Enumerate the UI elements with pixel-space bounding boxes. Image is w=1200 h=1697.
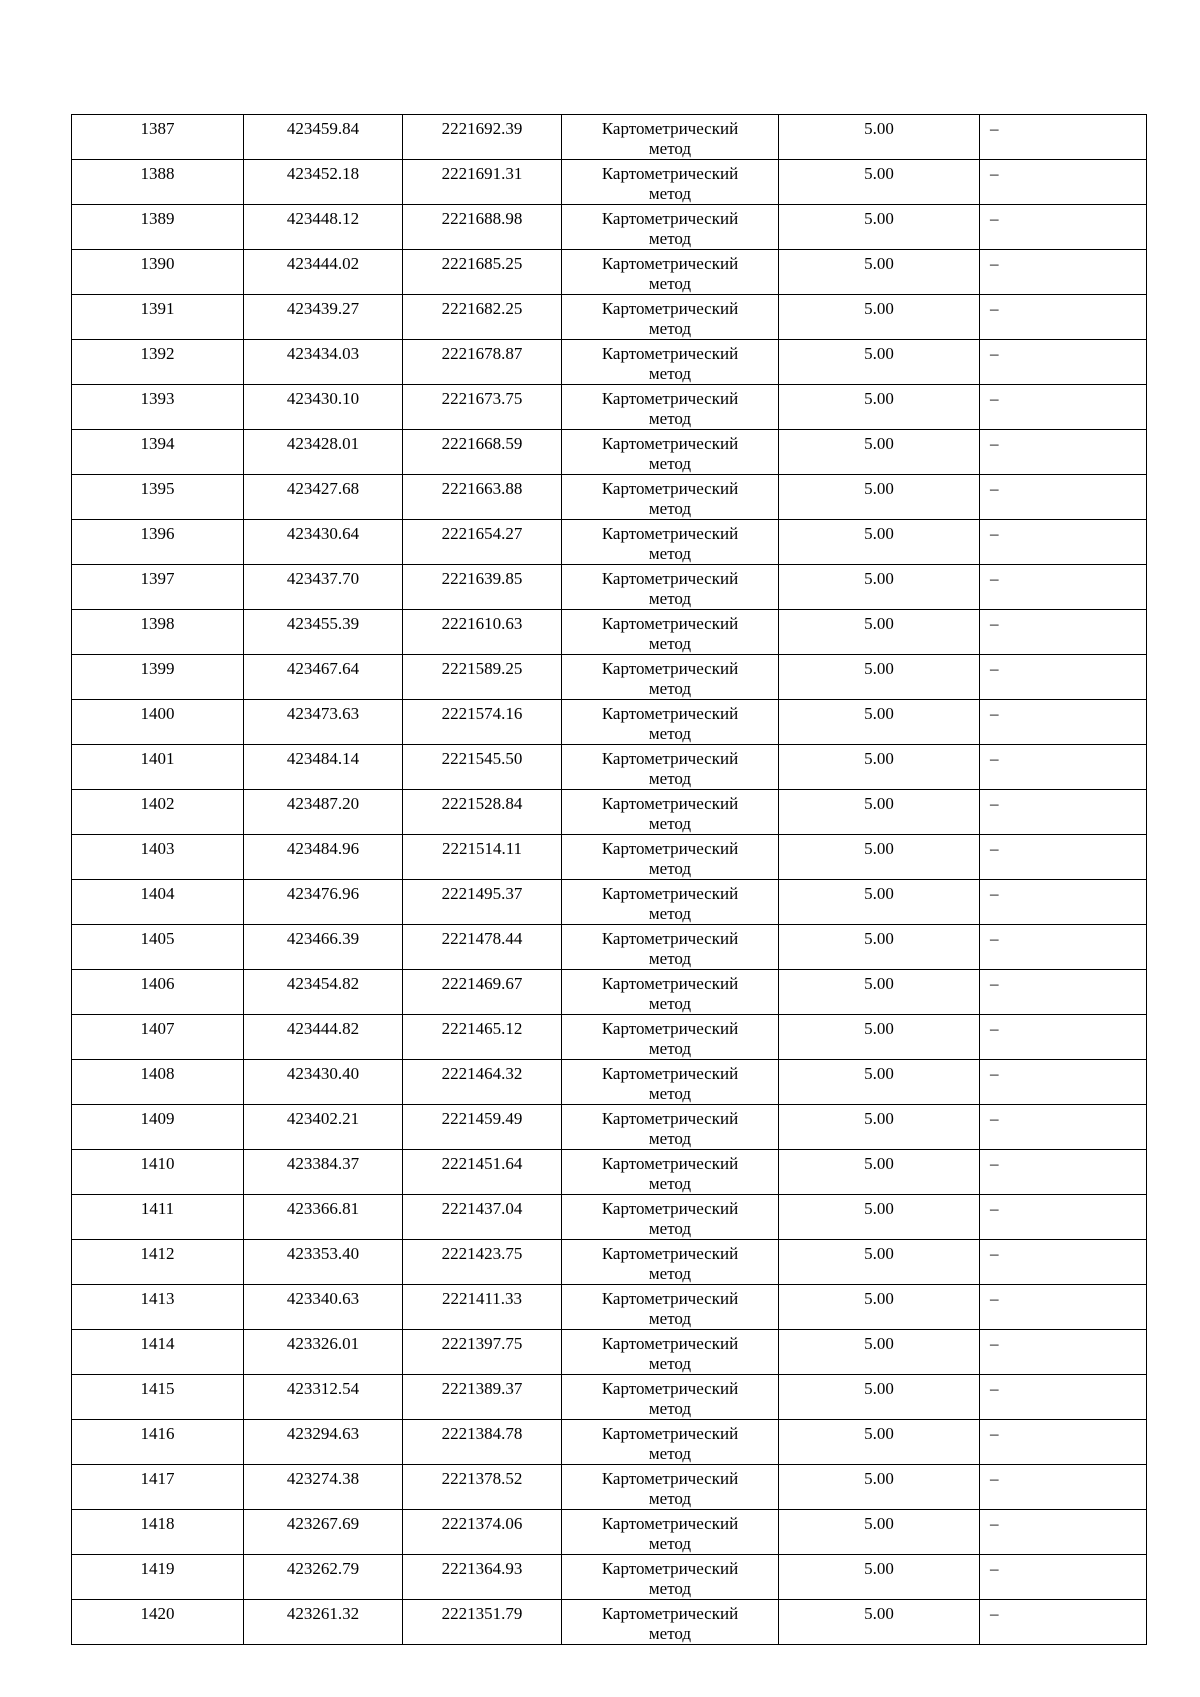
method-cell: Картометрический метод xyxy=(562,1150,779,1195)
accuracy-cell: 5.00 xyxy=(779,790,980,835)
y-coordinate-cell: 2221384.78 xyxy=(403,1420,562,1465)
note-cell: – xyxy=(980,340,1147,385)
x-coordinate-cell: 423312.54 xyxy=(244,1375,403,1420)
y-coordinate-cell: 2221663.88 xyxy=(403,475,562,520)
x-coordinate-cell: 423430.40 xyxy=(244,1060,403,1105)
y-coordinate-cell: 2221464.32 xyxy=(403,1060,562,1105)
note-cell: – xyxy=(980,1465,1147,1510)
table-row xyxy=(72,700,1147,745)
method-cell: Картометрический метод xyxy=(562,1330,779,1375)
y-coordinate-cell: 2221437.04 xyxy=(403,1195,562,1240)
note-cell: – xyxy=(980,1420,1147,1465)
y-coordinate-cell: 2221673.75 xyxy=(403,385,562,430)
table-row xyxy=(72,115,1147,160)
point-number-cell: 1394 xyxy=(72,430,244,475)
table-row xyxy=(72,475,1147,520)
method-cell: Картометрический метод xyxy=(562,700,779,745)
method-cell: Картометрический метод xyxy=(562,970,779,1015)
accuracy-cell: 5.00 xyxy=(779,1015,980,1060)
x-coordinate-cell: 423353.40 xyxy=(244,1240,403,1285)
x-coordinate-cell: 423428.01 xyxy=(244,430,403,475)
table-row xyxy=(72,160,1147,205)
point-number-cell: 1387 xyxy=(72,115,244,160)
note-cell: – xyxy=(980,1105,1147,1150)
note-cell: – xyxy=(980,565,1147,610)
note-cell: – xyxy=(980,1330,1147,1375)
method-cell: Картометрический метод xyxy=(562,385,779,430)
accuracy-cell: 5.00 xyxy=(779,1600,980,1645)
point-number-cell: 1393 xyxy=(72,385,244,430)
table-row xyxy=(72,1105,1147,1150)
accuracy-cell: 5.00 xyxy=(779,1555,980,1600)
y-coordinate-cell: 2221465.12 xyxy=(403,1015,562,1060)
point-number-cell: 1417 xyxy=(72,1465,244,1510)
x-coordinate-cell: 423448.12 xyxy=(244,205,403,250)
x-coordinate-cell: 423434.03 xyxy=(244,340,403,385)
y-coordinate-cell: 2221514.11 xyxy=(403,835,562,880)
point-number-cell: 1392 xyxy=(72,340,244,385)
method-cell: Картометрический метод xyxy=(562,1240,779,1285)
accuracy-cell: 5.00 xyxy=(779,1195,980,1240)
y-coordinate-cell: 2221378.52 xyxy=(403,1465,562,1510)
y-coordinate-cell: 2221423.75 xyxy=(403,1240,562,1285)
x-coordinate-cell: 423274.38 xyxy=(244,1465,403,1510)
accuracy-cell: 5.00 xyxy=(779,1375,980,1420)
table-row xyxy=(72,295,1147,340)
method-cell: Картометрический метод xyxy=(562,925,779,970)
method-cell: Картометрический метод xyxy=(562,880,779,925)
x-coordinate-cell: 423444.02 xyxy=(244,250,403,295)
note-cell: – xyxy=(980,1195,1147,1240)
x-coordinate-cell: 423487.20 xyxy=(244,790,403,835)
method-cell: Картометрический метод xyxy=(562,655,779,700)
point-number-cell: 1419 xyxy=(72,1555,244,1600)
point-number-cell: 1416 xyxy=(72,1420,244,1465)
method-cell: Картометрический метод xyxy=(562,1285,779,1330)
point-number-cell: 1413 xyxy=(72,1285,244,1330)
note-cell: – xyxy=(980,835,1147,880)
point-number-cell: 1391 xyxy=(72,295,244,340)
y-coordinate-cell: 2221478.44 xyxy=(403,925,562,970)
note-cell: – xyxy=(980,1150,1147,1195)
table-row xyxy=(72,340,1147,385)
x-coordinate-cell: 423473.63 xyxy=(244,700,403,745)
note-cell: – xyxy=(980,1600,1147,1645)
note-cell: – xyxy=(980,1060,1147,1105)
table-row xyxy=(72,745,1147,790)
table-row xyxy=(72,430,1147,475)
method-cell: Картометрический метод xyxy=(562,295,779,340)
method-cell: Картометрический метод xyxy=(562,115,779,160)
accuracy-cell: 5.00 xyxy=(779,1420,980,1465)
point-number-cell: 1408 xyxy=(72,1060,244,1105)
accuracy-cell: 5.00 xyxy=(779,835,980,880)
table-row xyxy=(72,1465,1147,1510)
accuracy-cell: 5.00 xyxy=(779,1330,980,1375)
y-coordinate-cell: 2221374.06 xyxy=(403,1510,562,1555)
table-row xyxy=(72,790,1147,835)
method-cell: Картометрический метод xyxy=(562,205,779,250)
method-cell: Картометрический метод xyxy=(562,1555,779,1600)
note-cell: – xyxy=(980,745,1147,790)
method-cell: Картометрический метод xyxy=(562,1420,779,1465)
y-coordinate-cell: 2221459.49 xyxy=(403,1105,562,1150)
note-cell: – xyxy=(980,115,1147,160)
accuracy-cell: 5.00 xyxy=(779,1240,980,1285)
note-cell: – xyxy=(980,475,1147,520)
y-coordinate-cell: 2221389.37 xyxy=(403,1375,562,1420)
point-number-cell: 1410 xyxy=(72,1150,244,1195)
table-row xyxy=(72,250,1147,295)
accuracy-cell: 5.00 xyxy=(779,610,980,655)
accuracy-cell: 5.00 xyxy=(779,205,980,250)
note-cell: – xyxy=(980,1375,1147,1420)
note-cell: – xyxy=(980,250,1147,295)
accuracy-cell: 5.00 xyxy=(779,520,980,565)
y-coordinate-cell: 2221678.87 xyxy=(403,340,562,385)
table-row xyxy=(72,1285,1147,1330)
y-coordinate-cell: 2221451.64 xyxy=(403,1150,562,1195)
method-cell: Картометрический метод xyxy=(562,1105,779,1150)
method-cell: Картометрический метод xyxy=(562,565,779,610)
note-cell: – xyxy=(980,925,1147,970)
x-coordinate-cell: 423427.68 xyxy=(244,475,403,520)
point-number-cell: 1405 xyxy=(72,925,244,970)
y-coordinate-cell: 2221610.63 xyxy=(403,610,562,655)
point-number-cell: 1403 xyxy=(72,835,244,880)
note-cell: – xyxy=(980,1555,1147,1600)
point-number-cell: 1397 xyxy=(72,565,244,610)
note-cell: – xyxy=(980,430,1147,475)
x-coordinate-cell: 423384.37 xyxy=(244,1150,403,1195)
point-number-cell: 1420 xyxy=(72,1600,244,1645)
method-cell: Картометрический метод xyxy=(562,1600,779,1645)
point-number-cell: 1399 xyxy=(72,655,244,700)
y-coordinate-cell: 2221668.59 xyxy=(403,430,562,475)
note-cell: – xyxy=(980,880,1147,925)
note-cell: – xyxy=(980,205,1147,250)
point-number-cell: 1411 xyxy=(72,1195,244,1240)
method-cell: Картометрический метод xyxy=(562,250,779,295)
x-coordinate-cell: 423459.84 xyxy=(244,115,403,160)
y-coordinate-cell: 2221589.25 xyxy=(403,655,562,700)
method-cell: Картометрический метод xyxy=(562,1510,779,1555)
note-cell: – xyxy=(980,700,1147,745)
table-row xyxy=(72,1420,1147,1465)
table-row xyxy=(72,1195,1147,1240)
x-coordinate-cell: 423267.69 xyxy=(244,1510,403,1555)
point-number-cell: 1388 xyxy=(72,160,244,205)
y-coordinate-cell: 2221364.93 xyxy=(403,1555,562,1600)
y-coordinate-cell: 2221495.37 xyxy=(403,880,562,925)
accuracy-cell: 5.00 xyxy=(779,1285,980,1330)
method-cell: Картометрический метод xyxy=(562,340,779,385)
x-coordinate-cell: 423476.96 xyxy=(244,880,403,925)
method-cell: Картометрический метод xyxy=(562,1015,779,1060)
y-coordinate-cell: 2221574.16 xyxy=(403,700,562,745)
point-number-cell: 1401 xyxy=(72,745,244,790)
note-cell: – xyxy=(980,1285,1147,1330)
accuracy-cell: 5.00 xyxy=(779,745,980,790)
point-number-cell: 1396 xyxy=(72,520,244,565)
y-coordinate-cell: 2221639.85 xyxy=(403,565,562,610)
x-coordinate-cell: 423340.63 xyxy=(244,1285,403,1330)
accuracy-cell: 5.00 xyxy=(779,160,980,205)
point-number-cell: 1402 xyxy=(72,790,244,835)
y-coordinate-cell: 2221469.67 xyxy=(403,970,562,1015)
point-number-cell: 1389 xyxy=(72,205,244,250)
x-coordinate-cell: 423439.27 xyxy=(244,295,403,340)
y-coordinate-cell: 2221685.25 xyxy=(403,250,562,295)
y-coordinate-cell: 2221397.75 xyxy=(403,1330,562,1375)
method-cell: Картометрический метод xyxy=(562,430,779,475)
x-coordinate-cell: 423467.64 xyxy=(244,655,403,700)
point-number-cell: 1409 xyxy=(72,1105,244,1150)
method-cell: Картометрический метод xyxy=(562,475,779,520)
y-coordinate-cell: 2221528.84 xyxy=(403,790,562,835)
table-row xyxy=(72,970,1147,1015)
x-coordinate-cell: 423454.82 xyxy=(244,970,403,1015)
note-cell: – xyxy=(980,610,1147,655)
accuracy-cell: 5.00 xyxy=(779,295,980,340)
method-cell: Картометрический метод xyxy=(562,1465,779,1510)
table-row xyxy=(72,925,1147,970)
table-row xyxy=(72,835,1147,880)
table-row xyxy=(72,655,1147,700)
accuracy-cell: 5.00 xyxy=(779,880,980,925)
table-row xyxy=(72,1600,1147,1645)
point-number-cell: 1390 xyxy=(72,250,244,295)
accuracy-cell: 5.00 xyxy=(779,1105,980,1150)
method-cell: Картометрический метод xyxy=(562,520,779,565)
method-cell: Картометрический метод xyxy=(562,610,779,655)
note-cell: – xyxy=(980,385,1147,430)
x-coordinate-cell: 423326.01 xyxy=(244,1330,403,1375)
note-cell: – xyxy=(980,160,1147,205)
method-cell: Картометрический метод xyxy=(562,1060,779,1105)
x-coordinate-cell: 423430.64 xyxy=(244,520,403,565)
point-number-cell: 1407 xyxy=(72,1015,244,1060)
table-row xyxy=(72,880,1147,925)
point-number-cell: 1404 xyxy=(72,880,244,925)
accuracy-cell: 5.00 xyxy=(779,1150,980,1195)
accuracy-cell: 5.00 xyxy=(779,385,980,430)
x-coordinate-cell: 423484.96 xyxy=(244,835,403,880)
x-coordinate-cell: 423294.63 xyxy=(244,1420,403,1465)
note-cell: – xyxy=(980,1240,1147,1285)
accuracy-cell: 5.00 xyxy=(779,655,980,700)
note-cell: – xyxy=(980,1510,1147,1555)
x-coordinate-cell: 423366.81 xyxy=(244,1195,403,1240)
method-cell: Картометрический метод xyxy=(562,790,779,835)
point-number-cell: 1415 xyxy=(72,1375,244,1420)
point-number-cell: 1412 xyxy=(72,1240,244,1285)
accuracy-cell: 5.00 xyxy=(779,970,980,1015)
accuracy-cell: 5.00 xyxy=(779,1060,980,1105)
coordinates-table xyxy=(71,114,1147,1645)
y-coordinate-cell: 2221351.79 xyxy=(403,1600,562,1645)
y-coordinate-cell: 2221692.39 xyxy=(403,115,562,160)
point-number-cell: 1398 xyxy=(72,610,244,655)
method-cell: Картометрический метод xyxy=(562,835,779,880)
x-coordinate-cell: 423455.39 xyxy=(244,610,403,655)
point-number-cell: 1400 xyxy=(72,700,244,745)
x-coordinate-cell: 423437.70 xyxy=(244,565,403,610)
accuracy-cell: 5.00 xyxy=(779,700,980,745)
x-coordinate-cell: 423430.10 xyxy=(244,385,403,430)
note-cell: – xyxy=(980,655,1147,700)
table-row xyxy=(72,520,1147,565)
y-coordinate-cell: 2221682.25 xyxy=(403,295,562,340)
point-number-cell: 1406 xyxy=(72,970,244,1015)
table-row xyxy=(72,1330,1147,1375)
table-row xyxy=(72,385,1147,430)
x-coordinate-cell: 423402.21 xyxy=(244,1105,403,1150)
y-coordinate-cell: 2221545.50 xyxy=(403,745,562,790)
accuracy-cell: 5.00 xyxy=(779,250,980,295)
note-cell: – xyxy=(980,1015,1147,1060)
x-coordinate-cell: 423261.32 xyxy=(244,1600,403,1645)
point-number-cell: 1414 xyxy=(72,1330,244,1375)
table-row xyxy=(72,1060,1147,1105)
table-row xyxy=(72,610,1147,655)
table-row xyxy=(72,565,1147,610)
y-coordinate-cell: 2221411.33 xyxy=(403,1285,562,1330)
x-coordinate-cell: 423444.82 xyxy=(244,1015,403,1060)
table-row xyxy=(72,1240,1147,1285)
accuracy-cell: 5.00 xyxy=(779,1510,980,1555)
note-cell: – xyxy=(980,295,1147,340)
accuracy-cell: 5.00 xyxy=(779,925,980,970)
table-row xyxy=(72,1510,1147,1555)
accuracy-cell: 5.00 xyxy=(779,430,980,475)
note-cell: – xyxy=(980,790,1147,835)
table-body xyxy=(72,115,1147,1645)
method-cell: Картометрический метод xyxy=(562,1195,779,1240)
x-coordinate-cell: 423466.39 xyxy=(244,925,403,970)
accuracy-cell: 5.00 xyxy=(779,340,980,385)
note-cell: – xyxy=(980,520,1147,565)
accuracy-cell: 5.00 xyxy=(779,115,980,160)
method-cell: Картометрический метод xyxy=(562,1375,779,1420)
y-coordinate-cell: 2221688.98 xyxy=(403,205,562,250)
y-coordinate-cell: 2221691.31 xyxy=(403,160,562,205)
point-number-cell: 1418 xyxy=(72,1510,244,1555)
x-coordinate-cell: 423484.14 xyxy=(244,745,403,790)
method-cell: Картометрический метод xyxy=(562,160,779,205)
point-number-cell: 1395 xyxy=(72,475,244,520)
table-row xyxy=(72,1150,1147,1195)
table-row xyxy=(72,1375,1147,1420)
x-coordinate-cell: 423452.18 xyxy=(244,160,403,205)
x-coordinate-cell: 423262.79 xyxy=(244,1555,403,1600)
method-cell: Картометрический метод xyxy=(562,745,779,790)
table-row xyxy=(72,1555,1147,1600)
y-coordinate-cell: 2221654.27 xyxy=(403,520,562,565)
accuracy-cell: 5.00 xyxy=(779,565,980,610)
table-row xyxy=(72,205,1147,250)
accuracy-cell: 5.00 xyxy=(779,475,980,520)
table-row xyxy=(72,1015,1147,1060)
note-cell: – xyxy=(980,970,1147,1015)
accuracy-cell: 5.00 xyxy=(779,1465,980,1510)
